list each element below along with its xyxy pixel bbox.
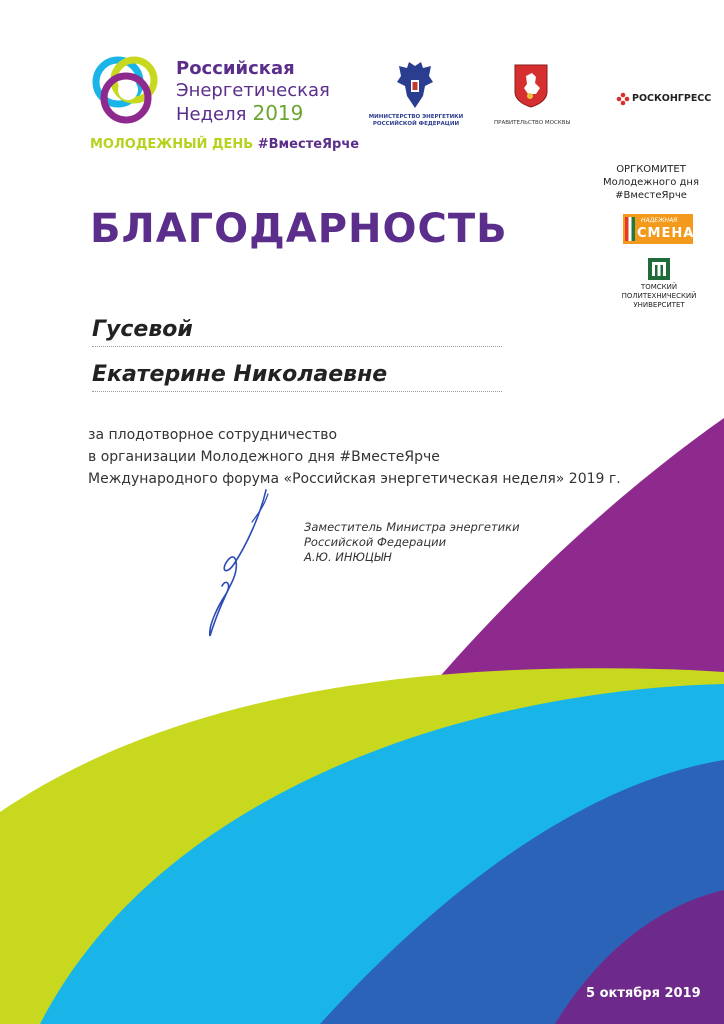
signer-organization: Российской Федерации [304, 535, 447, 549]
ministry-caption [366, 114, 466, 128]
rew-title-line1: Российская [176, 58, 295, 79]
document-title: БЛАГОДАРНОСТЬ [90, 206, 508, 252]
recipient-surname: Гусевой [92, 317, 502, 347]
tpu-caption-line2: ПОЛИТЕХНИЧЕСКИЙ [621, 292, 697, 300]
rew-logo-icon [88, 52, 168, 126]
rew-year: 2019 [252, 101, 304, 125]
rew-title [176, 58, 330, 126]
tpu-caption [610, 283, 708, 310]
youth-day-label [90, 137, 359, 152]
flag-stripes-icon [625, 217, 635, 241]
roscongress-icon [616, 92, 630, 106]
ministry-caption-line2: РОССИЙСКОЙ ФЕДЕРАЦИИ [372, 121, 460, 127]
org-committee-line1: ОРГКОМИТЕТ [616, 164, 686, 175]
roscongress-text: РОСКОНГРЕСС [632, 93, 712, 104]
nadezhnaya-smena-logo [623, 214, 693, 244]
youth-day-text: МОЛОДЕЖНЫЙ ДЕНЬ [90, 137, 254, 152]
moscow-coat-of-arms-icon [514, 64, 548, 108]
gratitude-text [88, 424, 621, 490]
double-headed-eagle-icon [395, 60, 435, 112]
rew-title-line2: Энергетическая [176, 80, 330, 101]
org-committee [592, 163, 710, 202]
signer-position: Заместитель Министра энергетики [304, 520, 520, 534]
tpu-logo-icon [648, 258, 670, 280]
gratitude-line1: за плодотворное сотрудничество [88, 427, 338, 443]
smena-text: СМЕНА [637, 226, 695, 241]
tpu-caption-line3: УНИВЕРСИТЕТ [633, 301, 685, 309]
tpu-caption-line1: ТОМСКИЙ [640, 283, 678, 291]
gratitude-line2: в организации Молодежного дня #ВместеЯрче [88, 449, 440, 465]
issue-date: 5 октября 2019 [586, 986, 701, 1001]
signature-icon [196, 486, 280, 642]
signer-name: А.Ю. ИНЮЦЫН [304, 550, 392, 564]
youth-day-hashtag: #ВместеЯрче [257, 137, 360, 152]
recipient-name: Екатерине Николаевне [92, 362, 502, 392]
nadezhnaya-text: НАДЕЖНАЯ [641, 217, 678, 224]
gratitude-line3: Международного форума «Российская энергетическая неделя» 2019 г. [88, 471, 621, 487]
rew-title-week: Неделя [176, 104, 247, 125]
org-committee-line2: Молодежного дня [602, 177, 699, 188]
signer-block [304, 520, 520, 565]
moscow-government-caption: ПРАВИТЕЛЬСТВО МОСКВЫ [494, 120, 571, 126]
ministry-caption-line1: МИНИСТЕРСТВО ЭНЕРГЕТИКИ [368, 114, 464, 120]
rew-title-line3 [176, 102, 330, 126]
roscongress-logo [616, 88, 711, 107]
org-committee-line3: #ВместеЯрче [615, 190, 687, 201]
